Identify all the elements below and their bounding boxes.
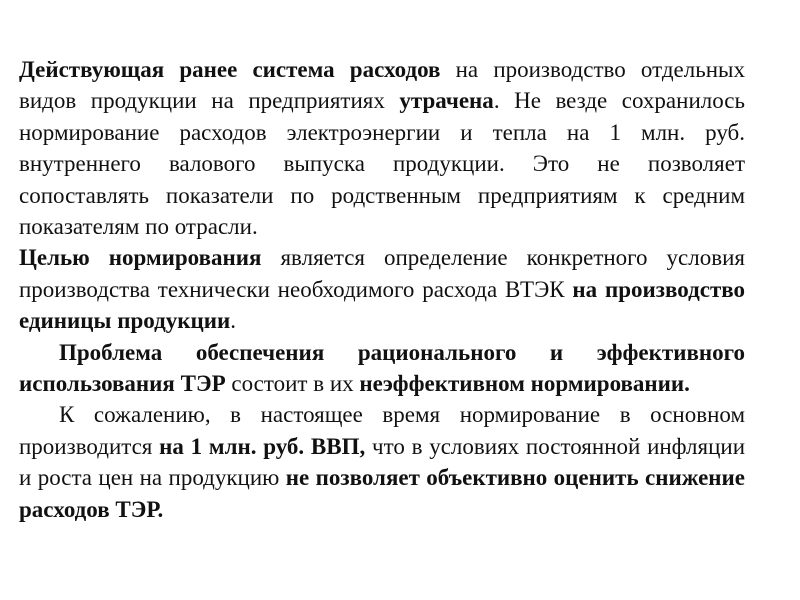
bold-text: Проблема обеспечения рационального и эффективного использования ТЭР [19,339,745,397]
document-body [19,54,745,525]
paragraph-regret [19,399,745,525]
bold-text: Целью нормирования [19,245,262,271]
paragraph-problem [19,337,745,400]
bold-text: Действующая ранее система расходов [19,57,441,82]
body-text: . Не везде сохранилось нормирование расходов электроэнергии и тепла на 1 млн. руб. внутреннего валового выпуска продукции. Это не позволяет сопоставлять показатели по родственным предприятиям к средним показателям по отрасли. [19,88,746,240]
bold-text: на 1 млн. руб. ВВП, [159,433,366,459]
paragraph-goal [19,242,745,336]
bold-text: не позволяет объективно оценить снижение расходов ТЭР. [19,465,745,522]
bold-text: утрачена [399,88,494,114]
body-text: является определение конкретного условия производства технически необходимого расхода ВТЭК [19,245,745,302]
body-text: состоит в их [225,371,360,397]
body-text: на производство отдельных видов продукции на предприятиях [19,57,745,114]
body-text: К сожалению, в настоящее время нормирование в основном производится [19,402,745,459]
bold-text: на производство единицы продукции [19,276,745,334]
body-text: что в условиях постоянной инфляции и роста цен на продукцию [19,433,745,491]
body-text: . [230,308,237,334]
bold-text: неэффективном нормировании. [359,371,690,397]
paragraph-previous-system [19,54,745,242]
